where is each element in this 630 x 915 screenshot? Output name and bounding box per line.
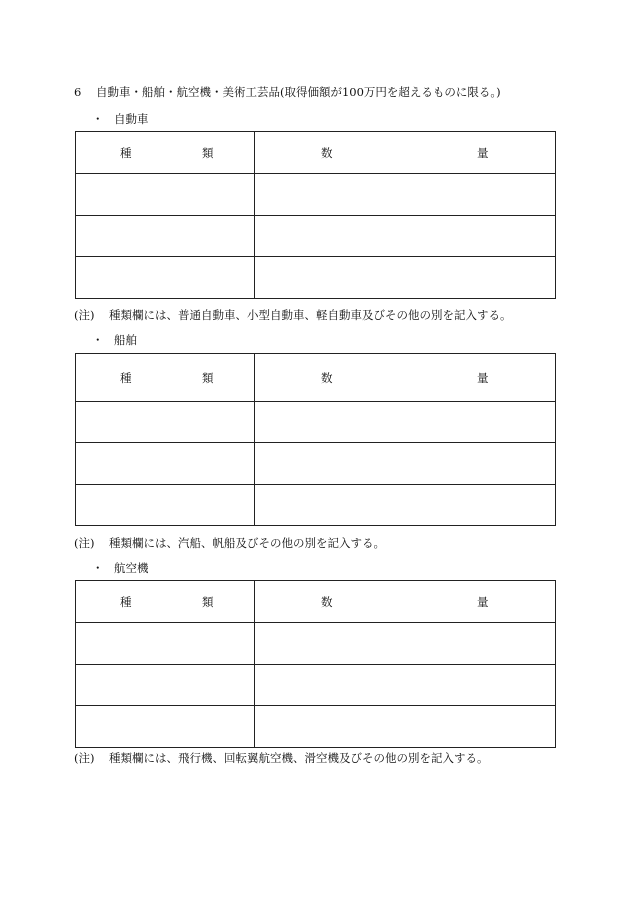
quantity-header [255, 354, 556, 402]
table-row [76, 485, 556, 526]
bullet-mark: ・ [92, 112, 104, 126]
table-row [76, 706, 556, 748]
kind-cell[interactable] [76, 402, 255, 443]
table-row [76, 665, 556, 706]
note-aircraft [74, 750, 489, 766]
quantity-cell[interactable] [255, 485, 556, 526]
table-row [76, 216, 556, 257]
ship-table [75, 353, 556, 526]
quantity-header-char-1: 数 [321, 145, 333, 160]
table-header-row [76, 581, 556, 623]
quantity-cell[interactable] [255, 174, 556, 216]
quantity-cell[interactable] [255, 257, 556, 299]
note-ship [74, 535, 385, 551]
kind-cell[interactable] [76, 485, 255, 526]
kind-header-char-2: 類 [202, 370, 214, 385]
table-header-row [76, 132, 556, 174]
table-header-row [76, 354, 556, 402]
note-mark: (注) [74, 751, 95, 765]
kind-header [76, 354, 255, 402]
kind-cell[interactable] [76, 623, 255, 665]
kind-cell[interactable] [76, 706, 255, 748]
subsection-title-text: 自動車 [114, 112, 149, 126]
note-mark: (注) [74, 536, 95, 550]
subsection-title-text: 船舶 [114, 333, 137, 347]
kind-cell[interactable] [76, 257, 255, 299]
kind-header-char-2: 類 [202, 594, 214, 609]
quantity-header-char-1: 数 [321, 594, 333, 609]
bullet-mark: ・ [92, 561, 104, 575]
subsection-title-text: 航空機 [114, 561, 149, 575]
kind-header-char-1: 種 [120, 594, 132, 609]
kind-header-char-1: 種 [120, 370, 132, 385]
note-mark: (注) [74, 308, 95, 322]
subsection-title-aircraft [92, 560, 149, 576]
note-text: 種類欄には、汽船、帆船及びその他の別を記入する。 [109, 536, 385, 550]
note-text: 種類欄には、飛行機、回転翼航空機、滑空機及びその他の別を記入する。 [109, 751, 489, 765]
subsection-title-automobile [92, 111, 149, 127]
quantity-cell[interactable] [255, 402, 556, 443]
section-heading-text: 自動車・船舶・航空機・美術工芸品(取得価額が100万円を超えるものに限る。) [96, 85, 501, 99]
quantity-header-char-2: 量 [477, 594, 489, 609]
section-heading [74, 84, 501, 100]
quantity-cell[interactable] [255, 665, 556, 706]
quantity-cell[interactable] [255, 443, 556, 485]
table-row [76, 443, 556, 485]
bullet-mark: ・ [92, 333, 104, 347]
quantity-header-char-2: 量 [477, 145, 489, 160]
kind-cell[interactable] [76, 216, 255, 257]
quantity-header [255, 132, 556, 174]
kind-header [76, 581, 255, 623]
kind-cell[interactable] [76, 443, 255, 485]
subsection-title-ship [92, 332, 137, 348]
quantity-header-char-1: 数 [321, 370, 333, 385]
table-row [76, 402, 556, 443]
table-row [76, 623, 556, 665]
aircraft-table [75, 580, 556, 748]
kind-cell[interactable] [76, 665, 255, 706]
kind-header-char-2: 類 [202, 145, 214, 160]
kind-header [76, 132, 255, 174]
quantity-header [255, 581, 556, 623]
note-automobile [74, 307, 512, 323]
section-number: 6 [74, 85, 82, 99]
kind-header-char-1: 種 [120, 145, 132, 160]
quantity-cell[interactable] [255, 623, 556, 665]
table-row [76, 174, 556, 216]
note-text: 種類欄には、普通自動車、小型自動車、軽自動車及びその他の別を記入する。 [109, 308, 512, 322]
quantity-cell[interactable] [255, 706, 556, 748]
quantity-cell[interactable] [255, 216, 556, 257]
table-row [76, 257, 556, 299]
quantity-header-char-2: 量 [477, 370, 489, 385]
kind-cell[interactable] [76, 174, 255, 216]
automobile-table [75, 131, 556, 299]
